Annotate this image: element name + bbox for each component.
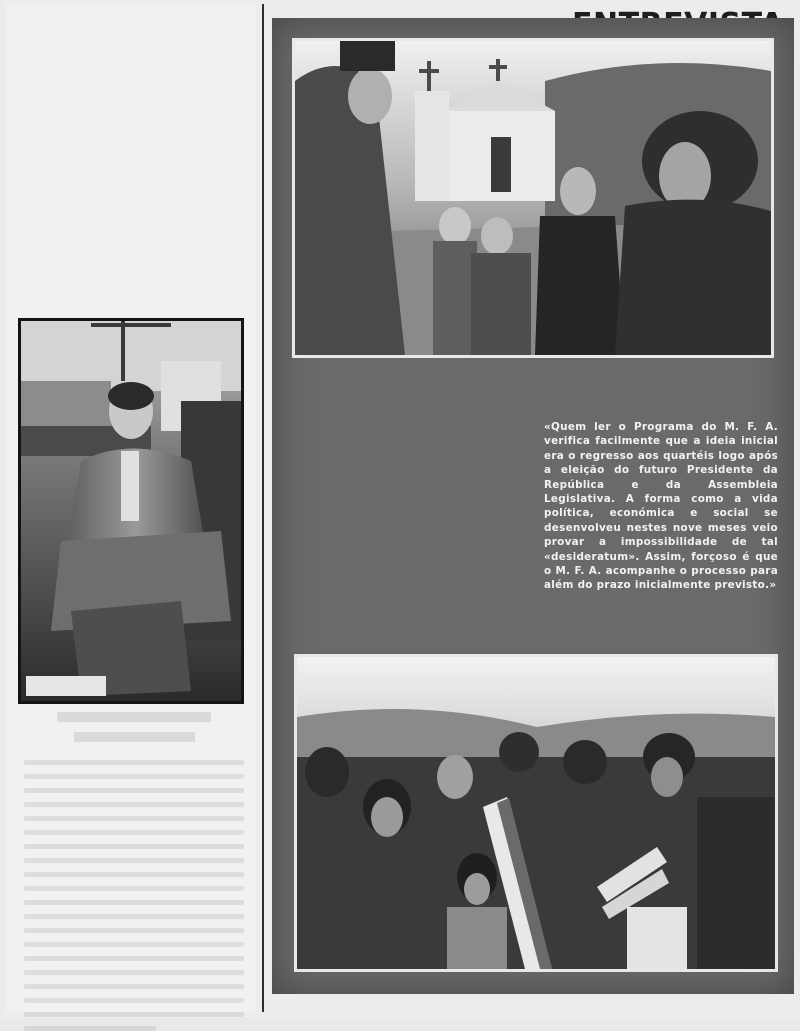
- village-photo-image: [295, 41, 771, 355]
- soldiers-photo: [294, 654, 778, 972]
- portrait-photo-image: [21, 321, 241, 701]
- village-photo: [292, 38, 774, 358]
- show-through-text: [24, 712, 244, 1002]
- column-divider: [262, 4, 264, 1012]
- portrait-photo: [18, 318, 244, 704]
- soldiers-photo-image: [297, 657, 775, 969]
- pull-quote: «Quem ler o Programa do M. F. A. verifica facilmente que a ideia inicial era o regresso aos quartéis logo após a eleição do futuro Presidente da República e da Assembleia Legislativa. A forma como a vida política, económica e social se desenvolveu nestes nove meses veio provar a impossibilidade de tal «desideratum». Assim, forçoso é que o M. F. A. acompanhe o processo para além do prazo inicialmente previsto.»: [544, 421, 778, 592]
